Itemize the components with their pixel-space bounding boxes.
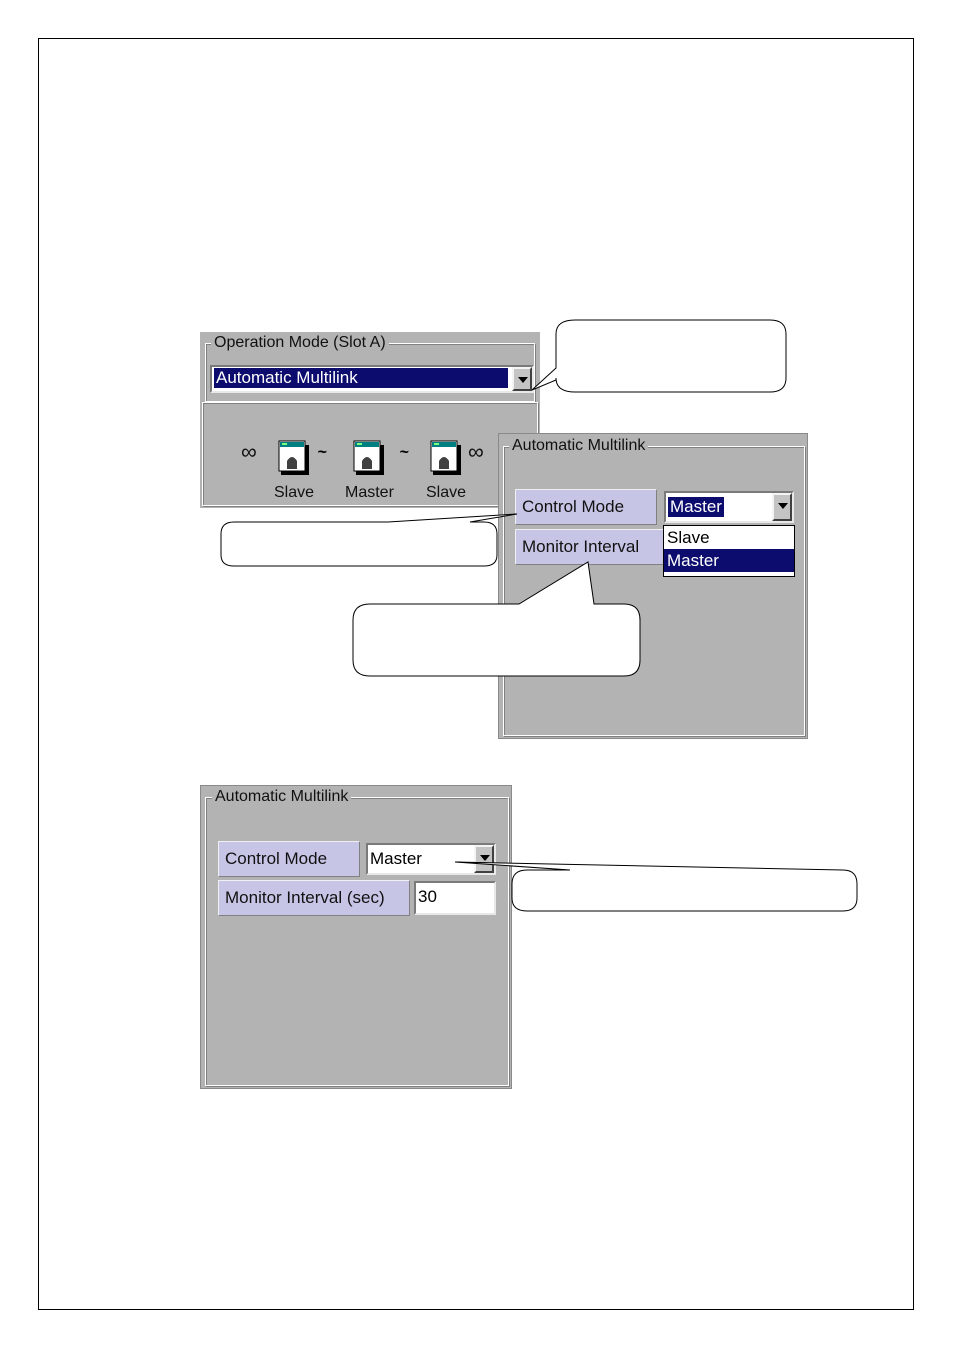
operation-mode-select[interactable] xyxy=(210,365,534,393)
device-label-slave-1: Slave xyxy=(274,484,315,501)
link-infinity-icon-right: ∞ xyxy=(468,439,484,464)
control-mode-options-list xyxy=(663,525,795,577)
slave-device-icon-1 xyxy=(277,439,311,477)
slave-device-icon-2 xyxy=(429,439,463,477)
control-mode-label-final: Control Mode xyxy=(218,841,360,877)
control-mode-option-master[interactable]: Master xyxy=(664,549,794,572)
control-mode-select-open[interactable] xyxy=(664,491,794,523)
operation-mode-legend: Operation Mode (Slot A) xyxy=(211,334,389,352)
multilink-legend-final: Automatic Multilink xyxy=(212,788,351,806)
control-mode-select-final[interactable] xyxy=(366,843,496,875)
monitor-interval-label-dropdown: Monitor Interval xyxy=(515,529,665,565)
multilink-panel-final xyxy=(200,785,512,1089)
control-mode-value-final: Master xyxy=(370,849,422,868)
device-label-master: Master xyxy=(345,484,394,501)
master-device-icon xyxy=(352,439,386,477)
link-zigzag-icon-1: ~ xyxy=(314,444,329,461)
control-mode-value-open: Master xyxy=(670,497,722,516)
device-label-slave-2: Slave xyxy=(426,484,467,501)
link-zigzag-icon-2: ~ xyxy=(396,444,411,461)
operation-mode-value: Automatic Multilink xyxy=(214,368,508,388)
monitor-interval-input[interactable]: 30 xyxy=(414,881,496,915)
multilink-legend-dropdown: Automatic Multilink xyxy=(509,437,648,455)
operation-mode-dropdown-arrow-icon[interactable] xyxy=(512,367,532,391)
multilink-panel-dropdown xyxy=(498,433,808,739)
monitor-interval-label-final: Monitor Interval (sec) xyxy=(218,880,410,916)
operation-mode-panel xyxy=(200,332,540,508)
control-mode-dropdown-arrow-icon-final[interactable] xyxy=(474,845,494,873)
link-infinity-icon-left: ∞ xyxy=(241,439,257,464)
control-mode-option-slave[interactable]: Slave xyxy=(667,528,710,547)
control-mode-dropdown-arrow-icon-open[interactable] xyxy=(772,493,792,521)
control-mode-label-dropdown: Control Mode xyxy=(515,489,657,525)
